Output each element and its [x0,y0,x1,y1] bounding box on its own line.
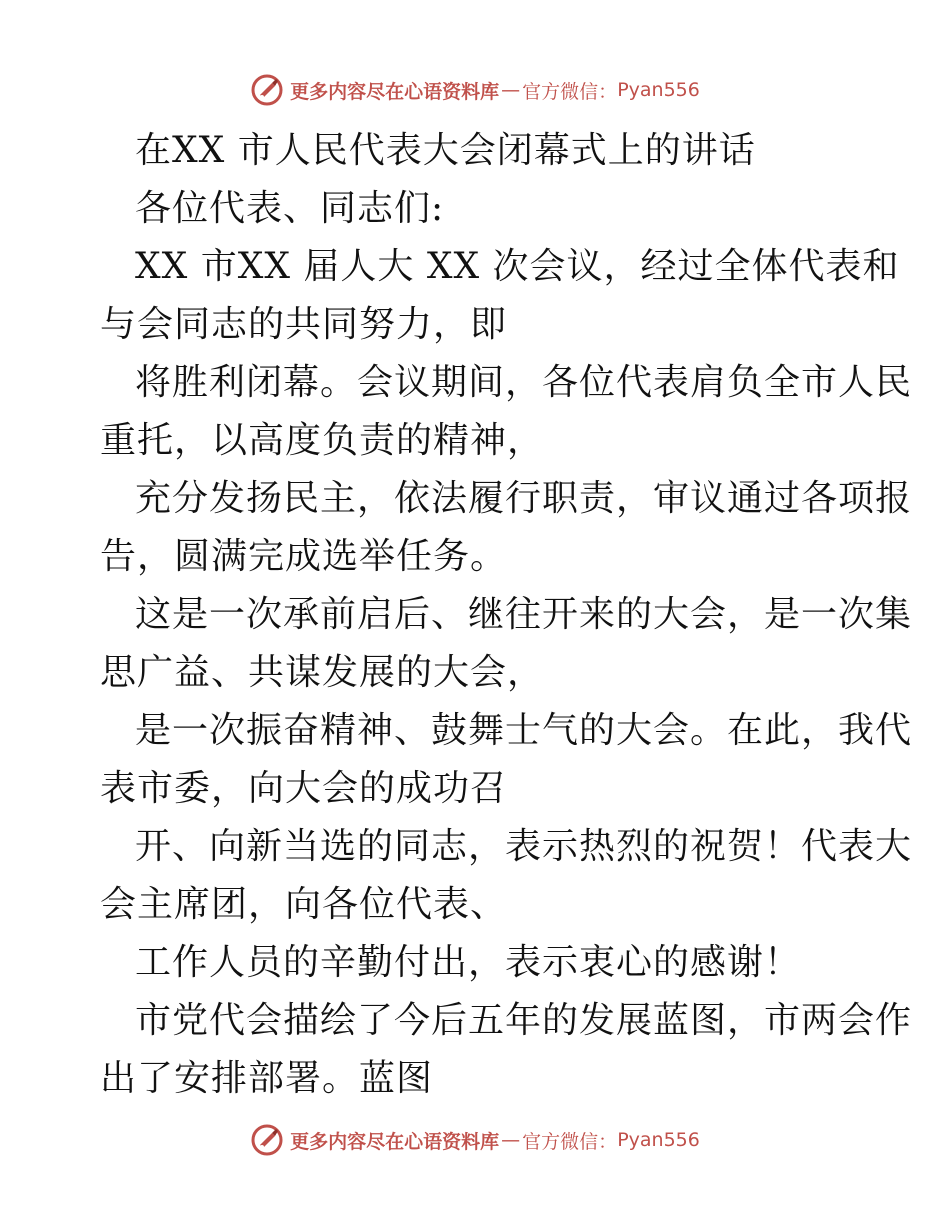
banner-main-text: 更多内容尽在心语资料库 [290,1130,500,1153]
banner-separator: — [501,79,521,101]
document-body [100,122,913,1108]
paragraph-line: 是一次振奋精神、鼓舞士气的大会。在此，我代 [135,710,913,751]
paragraph-line: 会主席团，向各位代表、 [100,884,508,925]
paragraph-line: 这是一次承前启后、继往开来的大会，是一次集 [135,594,913,635]
header-banner [0,70,950,110]
banner-wechat-id: Pyan556 [617,1129,700,1151]
banner-main-text: 更多内容尽在心语资料库 [290,80,500,103]
banner-wechat-label: 官方微信： [522,80,618,103]
banner-wechat-id: Pyan556 [617,79,700,101]
paragraph-line: 表市委，向大会的成功召 [100,768,508,809]
paragraph-line: 思广益、共谋发展的大会， [100,652,545,693]
paragraph-line: XX 市XX 届人大 XX 次会议，经过全体代表和 [135,246,900,287]
paragraph-line: 市党代会描绘了今后五年的发展蓝图，市两会作 [135,1000,913,1041]
paragraph-line: 重托，以高度负责的精神， [100,420,545,461]
paragraph-line: 开、向新当选的同志，表示热烈的祝贺！代表大 [135,826,913,867]
brand-logo-icon [250,73,284,107]
brand-logo-icon [250,1123,284,1157]
banner-wechat-label: 官方微信： [522,1130,618,1153]
paragraph-line: 工作人员的辛勤付出，表示衷心的感谢！ [135,942,802,983]
paragraph-line: 告，圆满完成选举任务。 [100,536,508,577]
salutation: 各位代表、同志们: [135,188,445,229]
paragraph-line: 将胜利闭幕。会议期间，各位代表肩负全市人民 [135,362,913,403]
document-title: 在XX 市人民代表大会闭幕式上的讲话 [135,130,756,171]
paragraph-line: 充分发扬民主，依法履行职责，审议通过各项报 [135,478,913,519]
banner-separator: — [501,1129,521,1151]
paragraph-line: 与会同志的共同努力，即 [100,304,508,345]
footer-banner [0,1120,950,1160]
paragraph-line: 出了安排部署。蓝图 [100,1058,434,1099]
